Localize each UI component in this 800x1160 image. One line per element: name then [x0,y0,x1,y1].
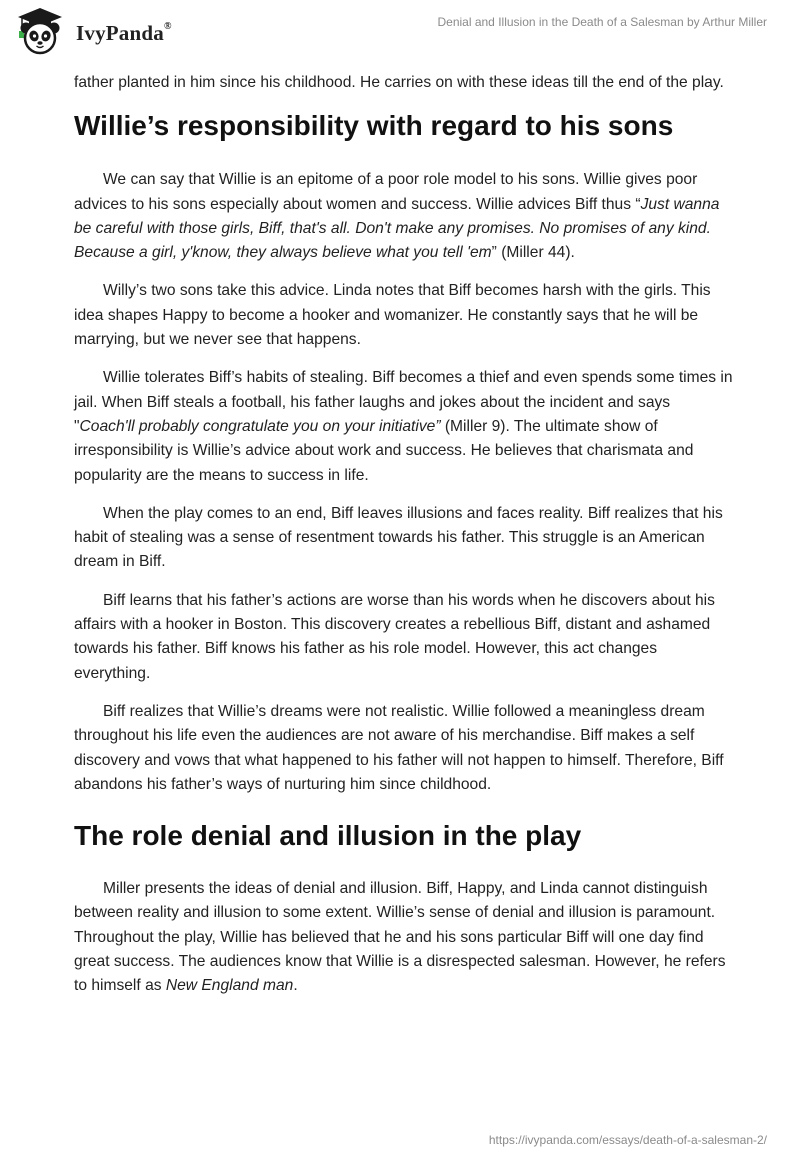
section-heading-denial: The role denial and illusion in the play [74,820,582,852]
paragraph-intro: father planted in him since his childhood. He carries on with these ideas till the end of the play. [74,74,724,91]
paragraph-sons-advice: Willy’s two sons take this advice. Linda notes that Biff becomes harsh with the girls. This idea shapes Happy to become a hooker and womanizer. He constantly says that he will be marrying, but we never see that happens. [74,282,711,349]
source-url[interactable]: https://ivypanda.com/essays/death-of-a-salesman-2/ [488,1133,767,1147]
paragraph-stealing: Willie tolerates Biff’s habits of stealing. Biff becomes a thief and even spends some times in jail. When Biff steals a football, his father laughs and jokes about the incident and says "Coach'll probably congratulate you on your initiative” (Miller 9). The ultimate show of irresponsibility is Willie’s advice about work and success. He believes that charismata and popularity are the means to success in life. [74,369,733,484]
document-title: Denial and Illusion in the Death of a Salesman by Arthur Miller [437,15,767,29]
quote-girls-advice: Just wanna be careful with those girls, Biff, that's all. Don't make any promises. No promises of any kind. Because a girl, y'know, they always believe what you tell 'em [74,195,720,262]
ivypanda-logo-icon[interactable] [14,6,66,56]
paragraph-boston: Biff learns that his father’s actions are worse than his words when he discovers about his affairs with a hooker in Boston. This discovery creates a rebellious Biff, distant and ashamed towards his father. Biff knows his father as his role model. However, this act changes everything. [74,591,715,682]
paragraph-denial-illusion: Miller presents the ideas of denial and illusion. Biff, Happy, and Linda cannot distinguish between reality and illusion to some extent. Willie’s sense of denial and illusion is paramount. Throughout the play, Willie has believed that he and his sons particular Biff will one day find great success. The audiences know that Willie is a disrespected salesman. However, he refers to himself as New England man. [74,880,726,995]
paragraph-self-discovery: Biff realizes that Willie’s dreams were not realistic. Willie followed a meaningless dream throughout his life even the audiences are not aware of his merchandise. Biff makes a self discovery and vows that what happened to his father will not happen to himself. Therefore, Biff abandons his father’s ways of nurturing him since childhood. [74,702,724,793]
brand-name[interactable]: IvyPanda® [76,21,172,45]
section-heading-responsibility: Willie’s responsibility with regard to his sons [74,110,674,142]
page-header [0,0,800,64]
paragraph-role-model: We can say that Willie is an epitome of a poor role model to his sons. Willie gives poor advices to his sons especially about women and success. Willie advices Biff thus “Just wanna be careful with those girls, Biff, that's all. Don't make any promises. No promises of any kind. Because a girl, y'know, they always believe what you tell 'em” (Miller 44). [74,171,720,262]
emphasis-new-england-man: New England man [165,977,294,995]
quote-coach: Coach'll probably congratulate you on your initiative” [79,417,441,435]
essay-body [74,71,734,1013]
paragraph-play-end: When the play comes to an end, Biff leaves illusions and faces reality. Biff realizes that his habit of stealing was a sense of resentment towards his father. This struggle is an American dream in Biff. [74,504,723,571]
